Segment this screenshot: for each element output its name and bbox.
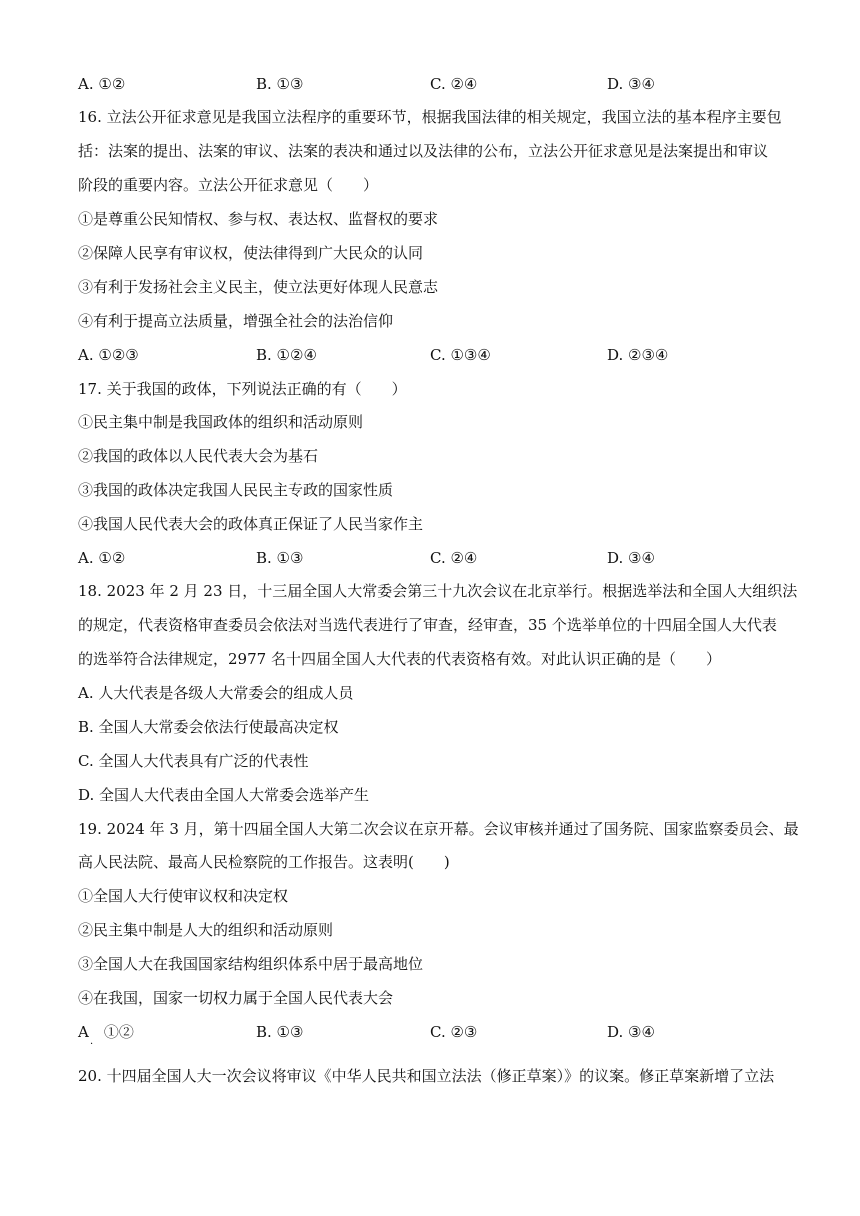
q19-statement-2: ②民主集中制是人大的组织和活动原则 [78,921,334,939]
q17-statement-4: ④我国人民代表大会的政体真正保证了人民当家作主 [78,515,424,533]
q15-options [78,74,790,94]
q17-statement-2: ②我国的政体以人民代表大会为基石 [78,447,319,465]
q19-option-a-dot: · [90,1039,94,1050]
q19-option-b[interactable]: B. ①③ [256,1023,304,1041]
q18-choice-b[interactable]: B. 全国人大常委会依法行使最高决定权 [78,718,339,736]
q18-stem-line-3: 的选举符合法律规定，2977 名十四届全国人大代表的代表资格有效。对此认识正确的是（ ） [78,650,721,668]
q16-stem-line-3: 阶段的重要内容。立法公开征求意见（ ） [78,176,379,194]
q16-option-d[interactable]: D. ②③④ [607,346,669,364]
q16-options [78,345,790,365]
q16-option-b[interactable]: B. ①②④ [256,346,317,364]
q17-statement-3: ③我国的政体决定我国人民民主专政的国家性质 [78,481,394,499]
q18-stem-line-1: 18. 2023 年 2 月 23 日，十三届全国人大常委会第三十九次会议在北京举行。根据选举法和全国人大组织法 [78,582,798,600]
q19-options [78,1022,790,1050]
q19-option-d[interactable]: D. ③④ [607,1023,655,1041]
q19-stem-line-1: 19. 2024 年 3 月，第十四届全国人大第二次会议在京开幕。会议审核并通过了国务院、国家监察委员会、最 [78,820,799,838]
q16-option-c[interactable]: C. ①③④ [430,346,491,364]
q16-statement-1: ①是尊重公民知情权、参与权、表达权、监督权的要求 [78,210,439,228]
q19-option-c[interactable]: C. ②③ [430,1023,478,1041]
q18-choice-a[interactable]: A. 人大代表是各级人大常委会的组成人员 [78,684,354,702]
q16-stem-line-2: 括：法案的提出、法案的审议、法案的表决和通过以及法律的公布，立法公开征求意见是法案提出和审议 [78,142,769,160]
q19-option-a[interactable]: A ①② [78,1023,134,1041]
q18-choice-c[interactable]: C. 全国人大代表具有广泛的代表性 [78,752,309,770]
q17-options [78,548,790,568]
q17-option-a[interactable]: A. ①② [78,549,126,567]
q18-choice-d[interactable]: D. 全国人大代表由全国人大常委会选举产生 [78,786,370,804]
q15-option-b[interactable]: B. ①③ [256,75,304,93]
q19-statement-3: ③全国人大在我国国家结构组织体系中居于最高地位 [78,955,424,973]
q20-stem-line-1: 20. 十四届全国人大一次会议将审议《中华人民共和国立法法（修正草案）》的议案。修正草案新增了立法 [78,1067,775,1085]
q17-option-c[interactable]: C. ②④ [430,549,478,567]
q15-option-d[interactable]: D. ③④ [607,75,655,93]
q16-statement-2: ②保障人民享有审议权，使法律得到广大民众的认同 [78,244,424,262]
q16-statement-4: ④有利于提高立法质量，增强全社会的法治信仰 [78,312,394,330]
q15-option-a[interactable]: A. ①② [78,75,126,93]
q15-option-c[interactable]: C. ②④ [430,75,478,93]
q17-option-d[interactable]: D. ③④ [607,549,655,567]
q19-statement-4: ④在我国，国家一切权力属于全国人民代表大会 [78,989,394,1007]
q17-stem: 17. 关于我国的政体，下列说法正确的有（ ） [78,380,407,398]
q16-option-a[interactable]: A. ①②③ [78,346,139,364]
q16-statement-3: ③有利于发扬社会主义民主，使立法更好体现人民意志 [78,278,439,296]
q19-stem-line-2: 高人民法院、最高人民检察院的工作报告。这表明( ) [78,853,450,871]
q18-stem-line-2: 的规定，代表资格审查委员会依法对当选代表进行了审查，经审查，35 个选举单位的十四届全国人大代表 [78,616,777,634]
q16-stem-line-1: 16. 立法公开征求意见是我国立法程序的重要环节，根据我国法律的相关规定，我国立法的基本程序主要包 [78,108,782,126]
q17-statement-1: ①民主集中制是我国政体的组织和活动原则 [78,413,364,431]
q17-option-b[interactable]: B. ①③ [256,549,304,567]
q19-statement-1: ①全国人大行使审议权和决定权 [78,887,289,905]
